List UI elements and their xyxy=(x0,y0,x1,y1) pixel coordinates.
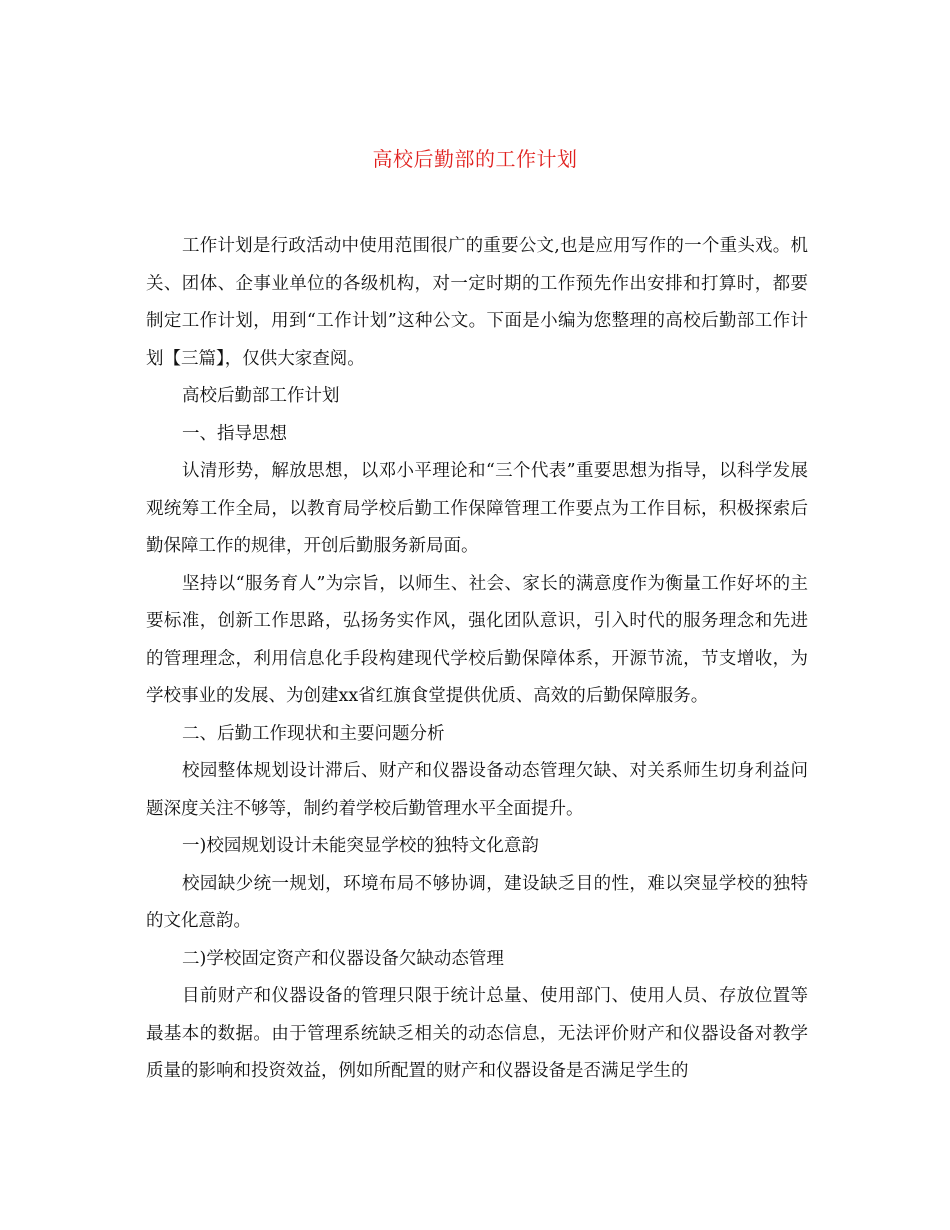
paragraph-asset-management: 目前财产和仪器设备的管理只限于统计总量、使用部门、使用人员、存放位置等最基本的数据。由于管理系统缺乏相关的动态信息，无法评价财产和仪器设备对教学质量的影响和投资效益，例如所配置的财产和仪器设备是否满足学生的 xyxy=(146,986,808,1081)
paragraph-intro: 工作计划是行政活动中使用范围很广的重要公文,也是应用写作的一个重头戏。机关、团体、企事业单位的各级机构，对一定时期的工作预先作出安排和打算时，都要制定工作计划，用到“工作计划”这种公文。下面是小编为您整理的高校后勤部工作计划【三篇】，仅供大家查阅。 xyxy=(146,236,808,369)
paragraph-service-principle: 坚持以“服务育人”为宗旨，以师生、社会、家长的满意度作为衡量工作好坏的主要标准，创新工作思路，弘扬务实作风，强化团队意识，引入时代的服务理念和先进的管理理念，利用信息化手段构建现代学校后勤保障体系，开源节流，节支增收，为学校事业的发展、为创建xx省红旗食堂提供优质、高效的后勤保障服务。 xyxy=(146,573,808,706)
document-body xyxy=(146,228,808,1091)
section-heading-guiding-thought: 一、指导思想 xyxy=(182,423,287,444)
paragraph-campus-planning: 校园缺少统一规划，环境布局不够协调，建设缺乏目的性，难以突显学校的独特的文化意韵。 xyxy=(146,873,808,931)
document-title: 高校后勤部的工作计划 xyxy=(372,147,578,171)
section-heading-status-analysis: 二、后勤工作现状和主要问题分析 xyxy=(182,723,445,744)
subheading-asset-management: 二)学校固定资产和仪器设备欠缺动态管理 xyxy=(182,948,504,969)
paragraph-guiding-thought: 认清形势，解放思想，以邓小平理论和“三个代表”重要思想为指导，以科学发展观统筹工作全局，以教育局学校后勤工作保障管理工作要点为工作目标，积极探索后勤保障工作的规律，开创后勤服务新局面。 xyxy=(146,461,808,556)
paragraph-heading-plan: 高校后勤部工作计划 xyxy=(182,386,340,406)
paragraph-status-analysis: 校园整体规划设计滞后、财产和仪器设备动态管理欠缺、对关系师生切身利益问题深度关注不够等，制约着学校后勤管理水平全面提升。 xyxy=(146,761,808,819)
subheading-campus-planning: 一)校园规划设计未能突显学校的独特文化意韵 xyxy=(182,836,539,856)
